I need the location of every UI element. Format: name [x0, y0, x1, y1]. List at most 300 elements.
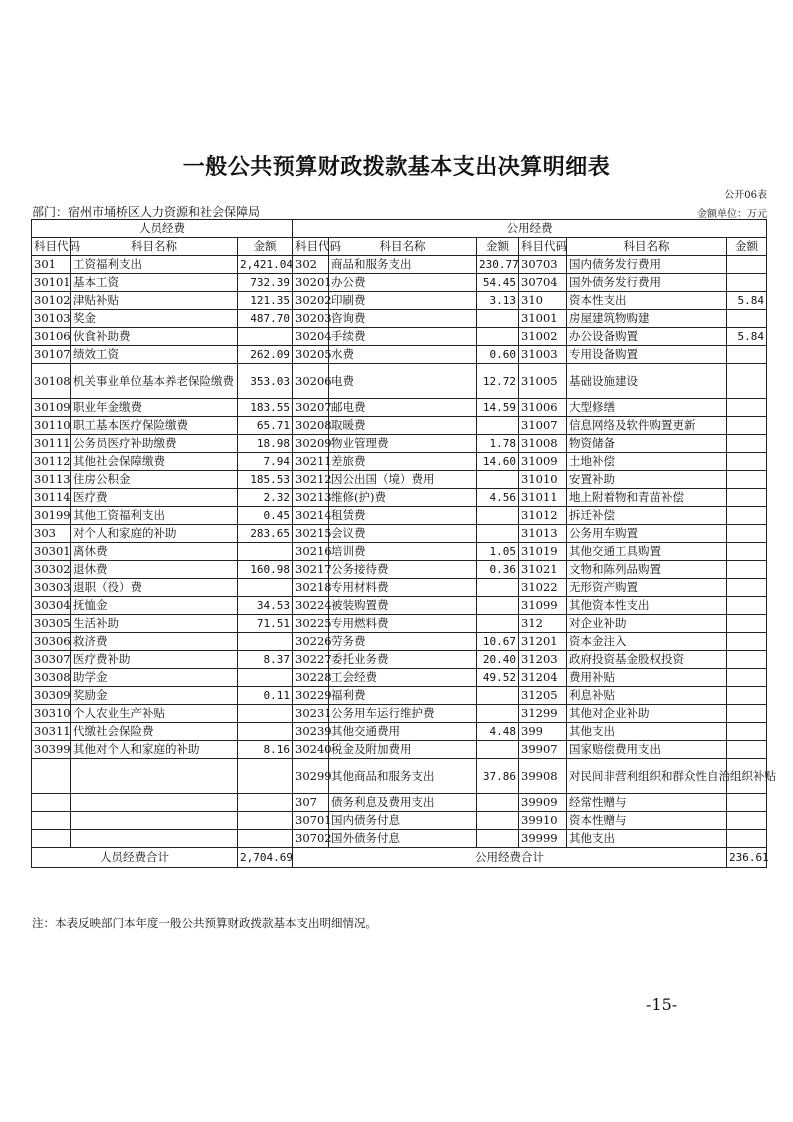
- code-cell: 39999: [519, 830, 567, 848]
- amount-cell: [727, 453, 767, 471]
- table-row: [32, 274, 767, 292]
- amount-cell: [727, 417, 767, 435]
- table-row: [32, 687, 767, 705]
- table-row: [32, 705, 767, 723]
- name-cell: 伙食补助费: [71, 328, 238, 346]
- amount-cell: [727, 794, 767, 812]
- amount-cell: [727, 651, 767, 669]
- name-cell: 其他对企业补助: [567, 705, 727, 723]
- code-cell: 30218: [293, 579, 329, 597]
- amount-cell: [727, 543, 767, 561]
- amount-cell: 12.72: [477, 364, 519, 399]
- name-cell: 职业年金缴费: [71, 399, 238, 417]
- code-cell: 31012: [519, 507, 567, 525]
- amount-cell: [477, 525, 519, 543]
- name-header: 科目名称: [567, 238, 727, 256]
- code-cell: 30311: [32, 723, 71, 741]
- amount-cell: 34.53: [238, 597, 293, 615]
- amount-cell: [238, 830, 293, 848]
- code-cell: 31201: [519, 633, 567, 651]
- amount-cell: 0.60: [477, 346, 519, 364]
- amount-cell: [727, 705, 767, 723]
- name-cell: 救济费: [71, 633, 238, 651]
- table-row: [32, 525, 767, 543]
- table-row: [32, 417, 767, 435]
- name-cell: 劳务费: [329, 633, 477, 651]
- amount-header: 金额: [727, 238, 767, 256]
- table-row: [32, 543, 767, 561]
- page-title: 一般公共预算财政拨款基本支出决算明细表: [182, 154, 611, 180]
- name-cell: 其他社会保障缴费: [71, 453, 238, 471]
- code-cell: 312: [519, 615, 567, 633]
- amount-cell: [727, 346, 767, 364]
- table-row: [32, 669, 767, 687]
- code-cell: 30310: [32, 705, 71, 723]
- table-row: [32, 794, 767, 812]
- amount-cell: [238, 669, 293, 687]
- page-number: -15-: [646, 995, 678, 1014]
- name-cell: 安置补助: [567, 471, 727, 489]
- code-cell: 30102: [32, 292, 71, 310]
- amount-cell: [238, 723, 293, 741]
- amount-cell: 37.86: [477, 759, 519, 794]
- amount-cell: 5.84: [727, 328, 767, 346]
- name-cell: 邮电费: [329, 399, 477, 417]
- amount-cell: 54.45: [477, 274, 519, 292]
- amount-cell: [238, 812, 293, 830]
- name-cell: 拆迁补偿: [567, 507, 727, 525]
- code-cell: 30209: [293, 435, 329, 453]
- code-cell: 30108: [32, 364, 71, 399]
- name-cell: 国内债务付息: [329, 812, 477, 830]
- name-cell: 退职（役）费: [71, 579, 238, 597]
- unit-label: 金额单位：万元: [697, 209, 767, 220]
- name-cell: 职工基本医疗保险缴费: [71, 417, 238, 435]
- amount-cell: [727, 489, 767, 507]
- code-cell: 307: [293, 794, 329, 812]
- name-cell: 福利费: [329, 687, 477, 705]
- name-cell: 生活补助: [71, 615, 238, 633]
- amount-cell: 10.67: [477, 633, 519, 651]
- name-cell: 水费: [329, 346, 477, 364]
- code-cell: 30213: [293, 489, 329, 507]
- amount-cell: 14.59: [477, 399, 519, 417]
- code-cell: 30215: [293, 525, 329, 543]
- name-cell: [71, 830, 238, 848]
- name-header: 科目名称: [329, 238, 477, 256]
- code-cell: [32, 830, 71, 848]
- name-cell: 机关事业单位基本养老保险缴费: [71, 364, 238, 399]
- amount-cell: 49.52: [477, 669, 519, 687]
- amount-cell: [477, 741, 519, 759]
- amount-cell: 20.40: [477, 651, 519, 669]
- name-cell: 奖金: [71, 310, 238, 328]
- amount-cell: [477, 310, 519, 328]
- amount-cell: [727, 687, 767, 705]
- name-cell: 代缴社会保险费: [71, 723, 238, 741]
- name-cell: 公务接待费: [329, 561, 477, 579]
- name-cell: 大型修缮: [567, 399, 727, 417]
- table-row: [32, 364, 767, 399]
- name-cell: 基础设施建设: [567, 364, 727, 399]
- name-cell: 国内债务发行费用: [567, 256, 727, 274]
- amount-cell: [238, 579, 293, 597]
- name-cell: 专用材料费: [329, 579, 477, 597]
- name-cell: 无形资产购置: [567, 579, 727, 597]
- code-header: 科目代码: [32, 238, 71, 256]
- name-cell: [71, 759, 238, 794]
- name-cell: [71, 794, 238, 812]
- amount-cell: 353.03: [238, 364, 293, 399]
- name-cell: 维修(护)费: [329, 489, 477, 507]
- code-cell: 30702: [293, 830, 329, 848]
- table-row: [32, 346, 767, 364]
- amount-cell: 4.48: [477, 723, 519, 741]
- amount-cell: 1.78: [477, 435, 519, 453]
- name-cell: 其他支出: [567, 830, 727, 848]
- code-cell: 30704: [519, 274, 567, 292]
- code-cell: 31009: [519, 453, 567, 471]
- name-cell: 国外债务付息: [329, 830, 477, 848]
- name-cell: 差旅费: [329, 453, 477, 471]
- code-cell: 30206: [293, 364, 329, 399]
- amount-cell: 5.84: [727, 292, 767, 310]
- code-cell: 30305: [32, 615, 71, 633]
- name-cell: 因公出国（境）费用: [329, 471, 477, 489]
- amount-cell: 160.98: [238, 561, 293, 579]
- code-cell: 30112: [32, 453, 71, 471]
- amount-cell: [727, 597, 767, 615]
- amount-cell: 732.39: [238, 274, 293, 292]
- footnote: 注：本表反映部门本年度一般公共预算财政拨款基本支出明细情况。: [32, 916, 377, 930]
- amount-cell: [727, 741, 767, 759]
- code-cell: 31019: [519, 543, 567, 561]
- code-cell: 31003: [519, 346, 567, 364]
- code-cell: 31005: [519, 364, 567, 399]
- amount-cell: [477, 507, 519, 525]
- code-cell: [32, 794, 71, 812]
- name-cell: 其他工资福利支出: [71, 507, 238, 525]
- amount-cell: 65.71: [238, 417, 293, 435]
- table-row: [32, 399, 767, 417]
- table-row: [32, 579, 767, 597]
- table-row: [32, 310, 767, 328]
- code-cell: 301: [32, 256, 71, 274]
- code-cell: 30199: [32, 507, 71, 525]
- code-cell: 30307: [32, 651, 71, 669]
- name-cell: 专用燃料费: [329, 615, 477, 633]
- amount-cell: 14.60: [477, 453, 519, 471]
- code-cell: 30205: [293, 346, 329, 364]
- amount-cell: [727, 830, 767, 848]
- name-cell: 利息补贴: [567, 687, 727, 705]
- name-cell: 离休费: [71, 543, 238, 561]
- code-cell: 30110: [32, 417, 71, 435]
- name-cell: 其他支出: [567, 723, 727, 741]
- amount-cell: [238, 328, 293, 346]
- table-row: [32, 328, 767, 346]
- table-row: [32, 561, 767, 579]
- code-cell: 31205: [519, 687, 567, 705]
- code-cell: 31011: [519, 489, 567, 507]
- code-cell: 30299: [293, 759, 329, 794]
- code-cell: 30203: [293, 310, 329, 328]
- name-cell: 绩效工资: [71, 346, 238, 364]
- name-cell: [71, 812, 238, 830]
- code-cell: 30216: [293, 543, 329, 561]
- code-cell: 303: [32, 525, 71, 543]
- name-cell: 信息网络及软件购置更新: [567, 417, 727, 435]
- name-cell: 资本金注入: [567, 633, 727, 651]
- code-cell: 31007: [519, 417, 567, 435]
- name-cell: 物业管理费: [329, 435, 477, 453]
- name-cell: 培训费: [329, 543, 477, 561]
- name-cell: 费用补贴: [567, 669, 727, 687]
- table-row: [32, 292, 767, 310]
- table-row: [32, 507, 767, 525]
- totals-row: [32, 848, 767, 868]
- name-cell: 国家赔偿费用支出: [567, 741, 727, 759]
- amount-cell: 4.56: [477, 489, 519, 507]
- amount-cell: [727, 435, 767, 453]
- personnel-header: 人员经费: [32, 220, 293, 238]
- name-cell: 对企业补助: [567, 615, 727, 633]
- name-cell: 奖励金: [71, 687, 238, 705]
- table-row: [32, 633, 767, 651]
- code-cell: 30211: [293, 453, 329, 471]
- amount-cell: 0.11: [238, 687, 293, 705]
- amount-cell: [238, 794, 293, 812]
- code-cell: 30114: [32, 489, 71, 507]
- name-cell: 租赁费: [329, 507, 477, 525]
- code-cell: 30207: [293, 399, 329, 417]
- amount-cell: 71.51: [238, 615, 293, 633]
- name-cell: 文物和陈列品购置: [567, 561, 727, 579]
- amount-cell: 185.53: [238, 471, 293, 489]
- code-cell: 30208: [293, 417, 329, 435]
- amount-cell: [727, 471, 767, 489]
- amount-cell: 0.36: [477, 561, 519, 579]
- code-cell: 30399: [32, 741, 71, 759]
- name-cell: 公务员医疗补助缴费: [71, 435, 238, 453]
- code-cell: 31002: [519, 328, 567, 346]
- amount-header: 金额: [477, 238, 519, 256]
- name-cell: 住房公积金: [71, 471, 238, 489]
- amount-cell: 0.45: [238, 507, 293, 525]
- name-cell: 商品和服务支出: [329, 256, 477, 274]
- name-cell: 其他商品和服务支出: [329, 759, 477, 794]
- name-cell: 办公费: [329, 274, 477, 292]
- amount-cell: 183.55: [238, 399, 293, 417]
- amount-cell: [727, 525, 767, 543]
- code-cell: 30240: [293, 741, 329, 759]
- table-row: [32, 597, 767, 615]
- name-cell: 手续费: [329, 328, 477, 346]
- table-row: [32, 435, 767, 453]
- code-cell: 30304: [32, 597, 71, 615]
- name-cell: 工资福利支出: [71, 256, 238, 274]
- code-cell: 31099: [519, 597, 567, 615]
- amount-cell: 18.98: [238, 435, 293, 453]
- name-cell: 债务利息及费用支出: [329, 794, 477, 812]
- department-label: 部门：宿州市埇桥区人力资源和社会保障局: [32, 205, 261, 219]
- code-cell: 39910: [519, 812, 567, 830]
- code-cell: 31006: [519, 399, 567, 417]
- personnel-total-amount: 2,704.69: [238, 848, 293, 868]
- amount-cell: 487.70: [238, 310, 293, 328]
- code-cell: [32, 812, 71, 830]
- code-cell: 30107: [32, 346, 71, 364]
- code-cell: 30701: [293, 812, 329, 830]
- name-cell: 房屋建筑物购建: [567, 310, 727, 328]
- name-cell: 咨询费: [329, 310, 477, 328]
- code-cell: 30225: [293, 615, 329, 633]
- table-row: [32, 471, 767, 489]
- public-total-amount: 236.61: [727, 848, 767, 868]
- code-cell: 30228: [293, 669, 329, 687]
- amount-cell: [727, 507, 767, 525]
- code-cell: 30212: [293, 471, 329, 489]
- name-cell: 公务用车运行维护费: [329, 705, 477, 723]
- code-cell: 39907: [519, 741, 567, 759]
- table-row: [32, 759, 767, 794]
- name-cell: 地上附着物和青苗补偿: [567, 489, 727, 507]
- amount-cell: [477, 579, 519, 597]
- amount-cell: 7.94: [238, 453, 293, 471]
- name-cell: 资本性支出: [567, 292, 727, 310]
- code-cell: 30103: [32, 310, 71, 328]
- amount-cell: 2,421.04: [238, 256, 293, 274]
- amount-cell: [727, 633, 767, 651]
- table-row: [32, 453, 767, 471]
- code-cell: 30703: [519, 256, 567, 274]
- amount-cell: 1.05: [477, 543, 519, 561]
- table-row: [32, 723, 767, 741]
- code-cell: 31008: [519, 435, 567, 453]
- name-cell: 税金及附加费用: [329, 741, 477, 759]
- amount-cell: [727, 310, 767, 328]
- code-cell: 30229: [293, 687, 329, 705]
- code-cell: 30308: [32, 669, 71, 687]
- code-cell: [32, 759, 71, 794]
- code-cell: 30204: [293, 328, 329, 346]
- code-cell: 30109: [32, 399, 71, 417]
- name-header: 科目名称: [71, 238, 238, 256]
- amount-cell: [477, 687, 519, 705]
- table-row: [32, 256, 767, 274]
- table-row: [32, 741, 767, 759]
- amount-cell: [727, 561, 767, 579]
- name-cell: 退休费: [71, 561, 238, 579]
- code-cell: 399: [519, 723, 567, 741]
- name-cell: 土地补偿: [567, 453, 727, 471]
- code-cell: 39908: [519, 759, 567, 794]
- name-cell: 医疗费: [71, 489, 238, 507]
- code-cell: 30227: [293, 651, 329, 669]
- amount-cell: 283.65: [238, 525, 293, 543]
- code-cell: 30111: [32, 435, 71, 453]
- name-cell: 委托业务费: [329, 651, 477, 669]
- name-cell: 资本性赠与: [567, 812, 727, 830]
- amount-cell: [477, 794, 519, 812]
- table-row: [32, 615, 767, 633]
- amount-cell: [727, 399, 767, 417]
- public-header: 公用经费: [293, 220, 767, 238]
- code-cell: 31010: [519, 471, 567, 489]
- amount-cell: 262.09: [238, 346, 293, 364]
- code-cell: 30217: [293, 561, 329, 579]
- name-cell: 工会经费: [329, 669, 477, 687]
- code-cell: 30224: [293, 597, 329, 615]
- code-cell: 30113: [32, 471, 71, 489]
- name-cell: 津贴补贴: [71, 292, 238, 310]
- code-cell: 30101: [32, 274, 71, 292]
- code-cell: 30202: [293, 292, 329, 310]
- amount-cell: [727, 723, 767, 741]
- code-cell: 30309: [32, 687, 71, 705]
- amount-cell: [477, 417, 519, 435]
- name-cell: 经常性赠与: [567, 794, 727, 812]
- code-cell: 30214: [293, 507, 329, 525]
- code-cell: 310: [519, 292, 567, 310]
- amount-cell: 3.13: [477, 292, 519, 310]
- amount-cell: [727, 812, 767, 830]
- amount-cell: [727, 274, 767, 292]
- table-row: [32, 489, 767, 507]
- code-cell: 30201: [293, 274, 329, 292]
- amount-cell: [727, 364, 767, 399]
- name-cell: 政府投资基金股权投资: [567, 651, 727, 669]
- code-cell: 30303: [32, 579, 71, 597]
- name-cell: 医疗费补助: [71, 651, 238, 669]
- name-cell: 个人农业生产补贴: [71, 705, 238, 723]
- name-cell: 其他交通工具购置: [567, 543, 727, 561]
- name-cell: 印刷费: [329, 292, 477, 310]
- code-cell: 30239: [293, 723, 329, 741]
- personnel-total-label: 人员经费合计: [32, 848, 238, 868]
- code-header: 科目代码: [519, 238, 567, 256]
- code-cell: 31203: [519, 651, 567, 669]
- code-cell: 31001: [519, 310, 567, 328]
- name-cell: 国外债务发行费用: [567, 274, 727, 292]
- expenditure-table: [31, 219, 776, 868]
- amount-cell: [477, 597, 519, 615]
- amount-cell: [238, 633, 293, 651]
- amount-cell: 121.35: [238, 292, 293, 310]
- code-cell: 31204: [519, 669, 567, 687]
- name-cell: 会议费: [329, 525, 477, 543]
- table-row: [32, 651, 767, 669]
- amount-cell: [477, 830, 519, 848]
- code-header: 科目代码: [293, 238, 329, 256]
- name-cell: 办公设备购置: [567, 328, 727, 346]
- code-cell: 30231: [293, 705, 329, 723]
- name-cell: 抚恤金: [71, 597, 238, 615]
- name-cell: 公务用车购置: [567, 525, 727, 543]
- name-cell: 对个人和家庭的补助: [71, 525, 238, 543]
- name-cell: 其他对个人和家庭的补助: [71, 741, 238, 759]
- name-cell: 电费: [329, 364, 477, 399]
- amount-cell: [477, 615, 519, 633]
- amount-cell: [477, 471, 519, 489]
- public-total-label: 公用经费合计: [293, 848, 727, 868]
- amount-cell: [727, 256, 767, 274]
- amount-header: 金额: [238, 238, 293, 256]
- name-cell: 其他交通费用: [329, 723, 477, 741]
- amount-cell: [727, 579, 767, 597]
- amount-cell: [727, 615, 767, 633]
- table-code: 公开06表: [724, 190, 767, 201]
